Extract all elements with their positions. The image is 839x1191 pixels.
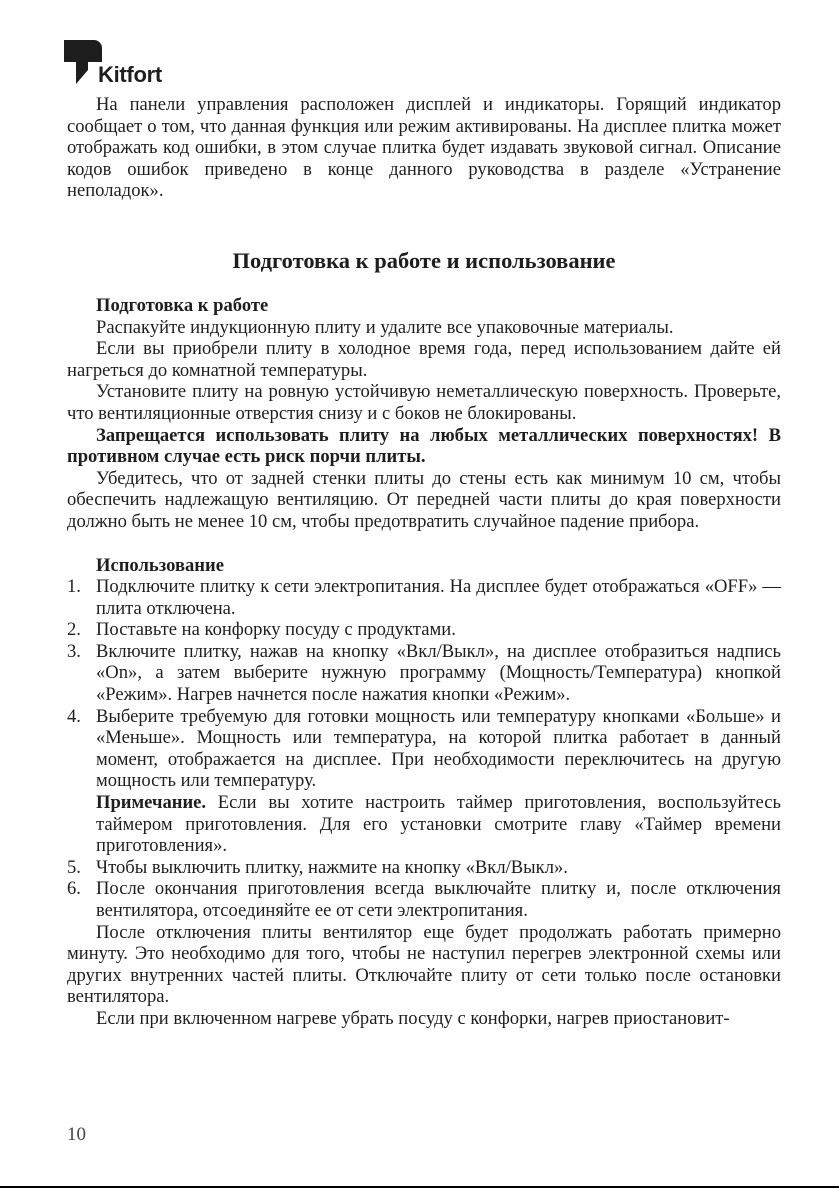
list-item [67, 641, 781, 706]
list-item [67, 706, 781, 857]
step-text: Подключите плитку к сети электропитания. На дисплее будет отображаться «OFF» — плита отключена. [96, 576, 781, 619]
step-note [96, 792, 781, 857]
note-label: Примечание. [96, 792, 207, 814]
step-number: 2. [67, 619, 81, 641]
step-text: Включите плитку, нажав на кнопку «Вкл/Выкл», на дисплее отобразиться надпись «On», а затем выберите нужную программу (Мощность/Температура) кнопкой «Режим». Нагрев начнется после нажатия кнопки «Режим». [96, 640, 781, 706]
usage-steps-list [67, 576, 781, 922]
list-item [67, 619, 781, 641]
page-content [67, 94, 781, 1030]
step-number: 3. [67, 640, 81, 662]
divider [0, 1186, 839, 1188]
step-number: 6. [67, 878, 81, 900]
usage-paragraph: После отключения плиты вентилятор еще будет продолжать работать примерно минуту. Это необходимо для того, чтобы не наступил перегрев электронной схемы или других внутренних частей плиты. Отключайте плиту от сети только после остановки вентилятора. [67, 921, 781, 1008]
list-item [67, 576, 781, 619]
list-item [67, 878, 781, 921]
step-number: 1. [67, 576, 81, 598]
step-text: После окончания приготовления всегда выключайте плитку и, после отключения вентилятора, отсоединяйте ее от сети электропитания. [96, 878, 781, 921]
usage-paragraph: Если при включенном нагреве убрать посуду с конфорки, нагрев приостановит- [96, 1007, 730, 1029]
step-text: Выберите требуемую для готовки мощность или температуру кнопками «Больше» и «Меньше». Мощность или температура, на которой плитка работает в данный момент, отображается на дисплее. При необходимости переключитесь на другую мощность или температуру. [96, 705, 781, 792]
preparation-paragraph: Распакуйте индукционную плиту и удалите все упаковочные материалы. [96, 316, 674, 338]
section-title: Подготовка к работе и использование [232, 247, 616, 273]
preparation-paragraph: Установите плиту на ровную устойчивую неметаллическую поверхность. Проверьте, что вентиляционные отверстия снизу и с боков не блокированы. [67, 381, 781, 424]
step-text: Чтобы выключить плитку, нажмите на кнопку «Вкл/Выкл». [96, 856, 568, 878]
intro-paragraph: На панели управления расположен дисплей и индикаторы. Горящий индикатор сообщает о том, что данная функция или режим активированы. На дисплее плитка может отображать код ошибки, в этом случае плитка будет издавать звуковой сигнал. Описание кодов ошибок приведено в конце данного руководства в разделе «Устранение неполадок». [67, 94, 781, 202]
kitfort-logo-icon [64, 40, 102, 84]
spacer [67, 533, 781, 555]
step-number: 5. [67, 856, 81, 878]
preparation-warning: Запрещается использовать плиту на любых металлических поверхностях! В противном случае есть риск порчи плиты. [67, 424, 781, 468]
preparation-heading: Подготовка к работе [96, 294, 269, 316]
usage-heading: Использование [96, 554, 224, 576]
brand-logo [64, 40, 184, 92]
preparation-paragraph: Если вы приобрели плиту в холодное время года, перед использованием дайте ей нагреться до комнатной температуры. [67, 338, 781, 381]
brand-name: Kitfort [98, 62, 162, 87]
step-text: Поставьте на конфорку посуду с продуктами. [96, 619, 456, 641]
step-number: 4. [67, 705, 81, 727]
page-number: 10 [67, 1124, 86, 1145]
preparation-paragraph: Убедитесь, что от задней стенки плиты до стены есть как минимум 10 см, чтобы обеспечить надлежащую вентиляцию. От передней части плиты до края поверхности должно быть не менее 10 см, чтобы предотвратить случайное падение прибора. [67, 467, 781, 532]
list-item [67, 857, 781, 879]
note-text: Если вы хотите настроить таймер приготовления, воспользуйтесь таймером приготовления. Для его установки смотрите главу «Таймер времени приготовления». [96, 792, 781, 857]
